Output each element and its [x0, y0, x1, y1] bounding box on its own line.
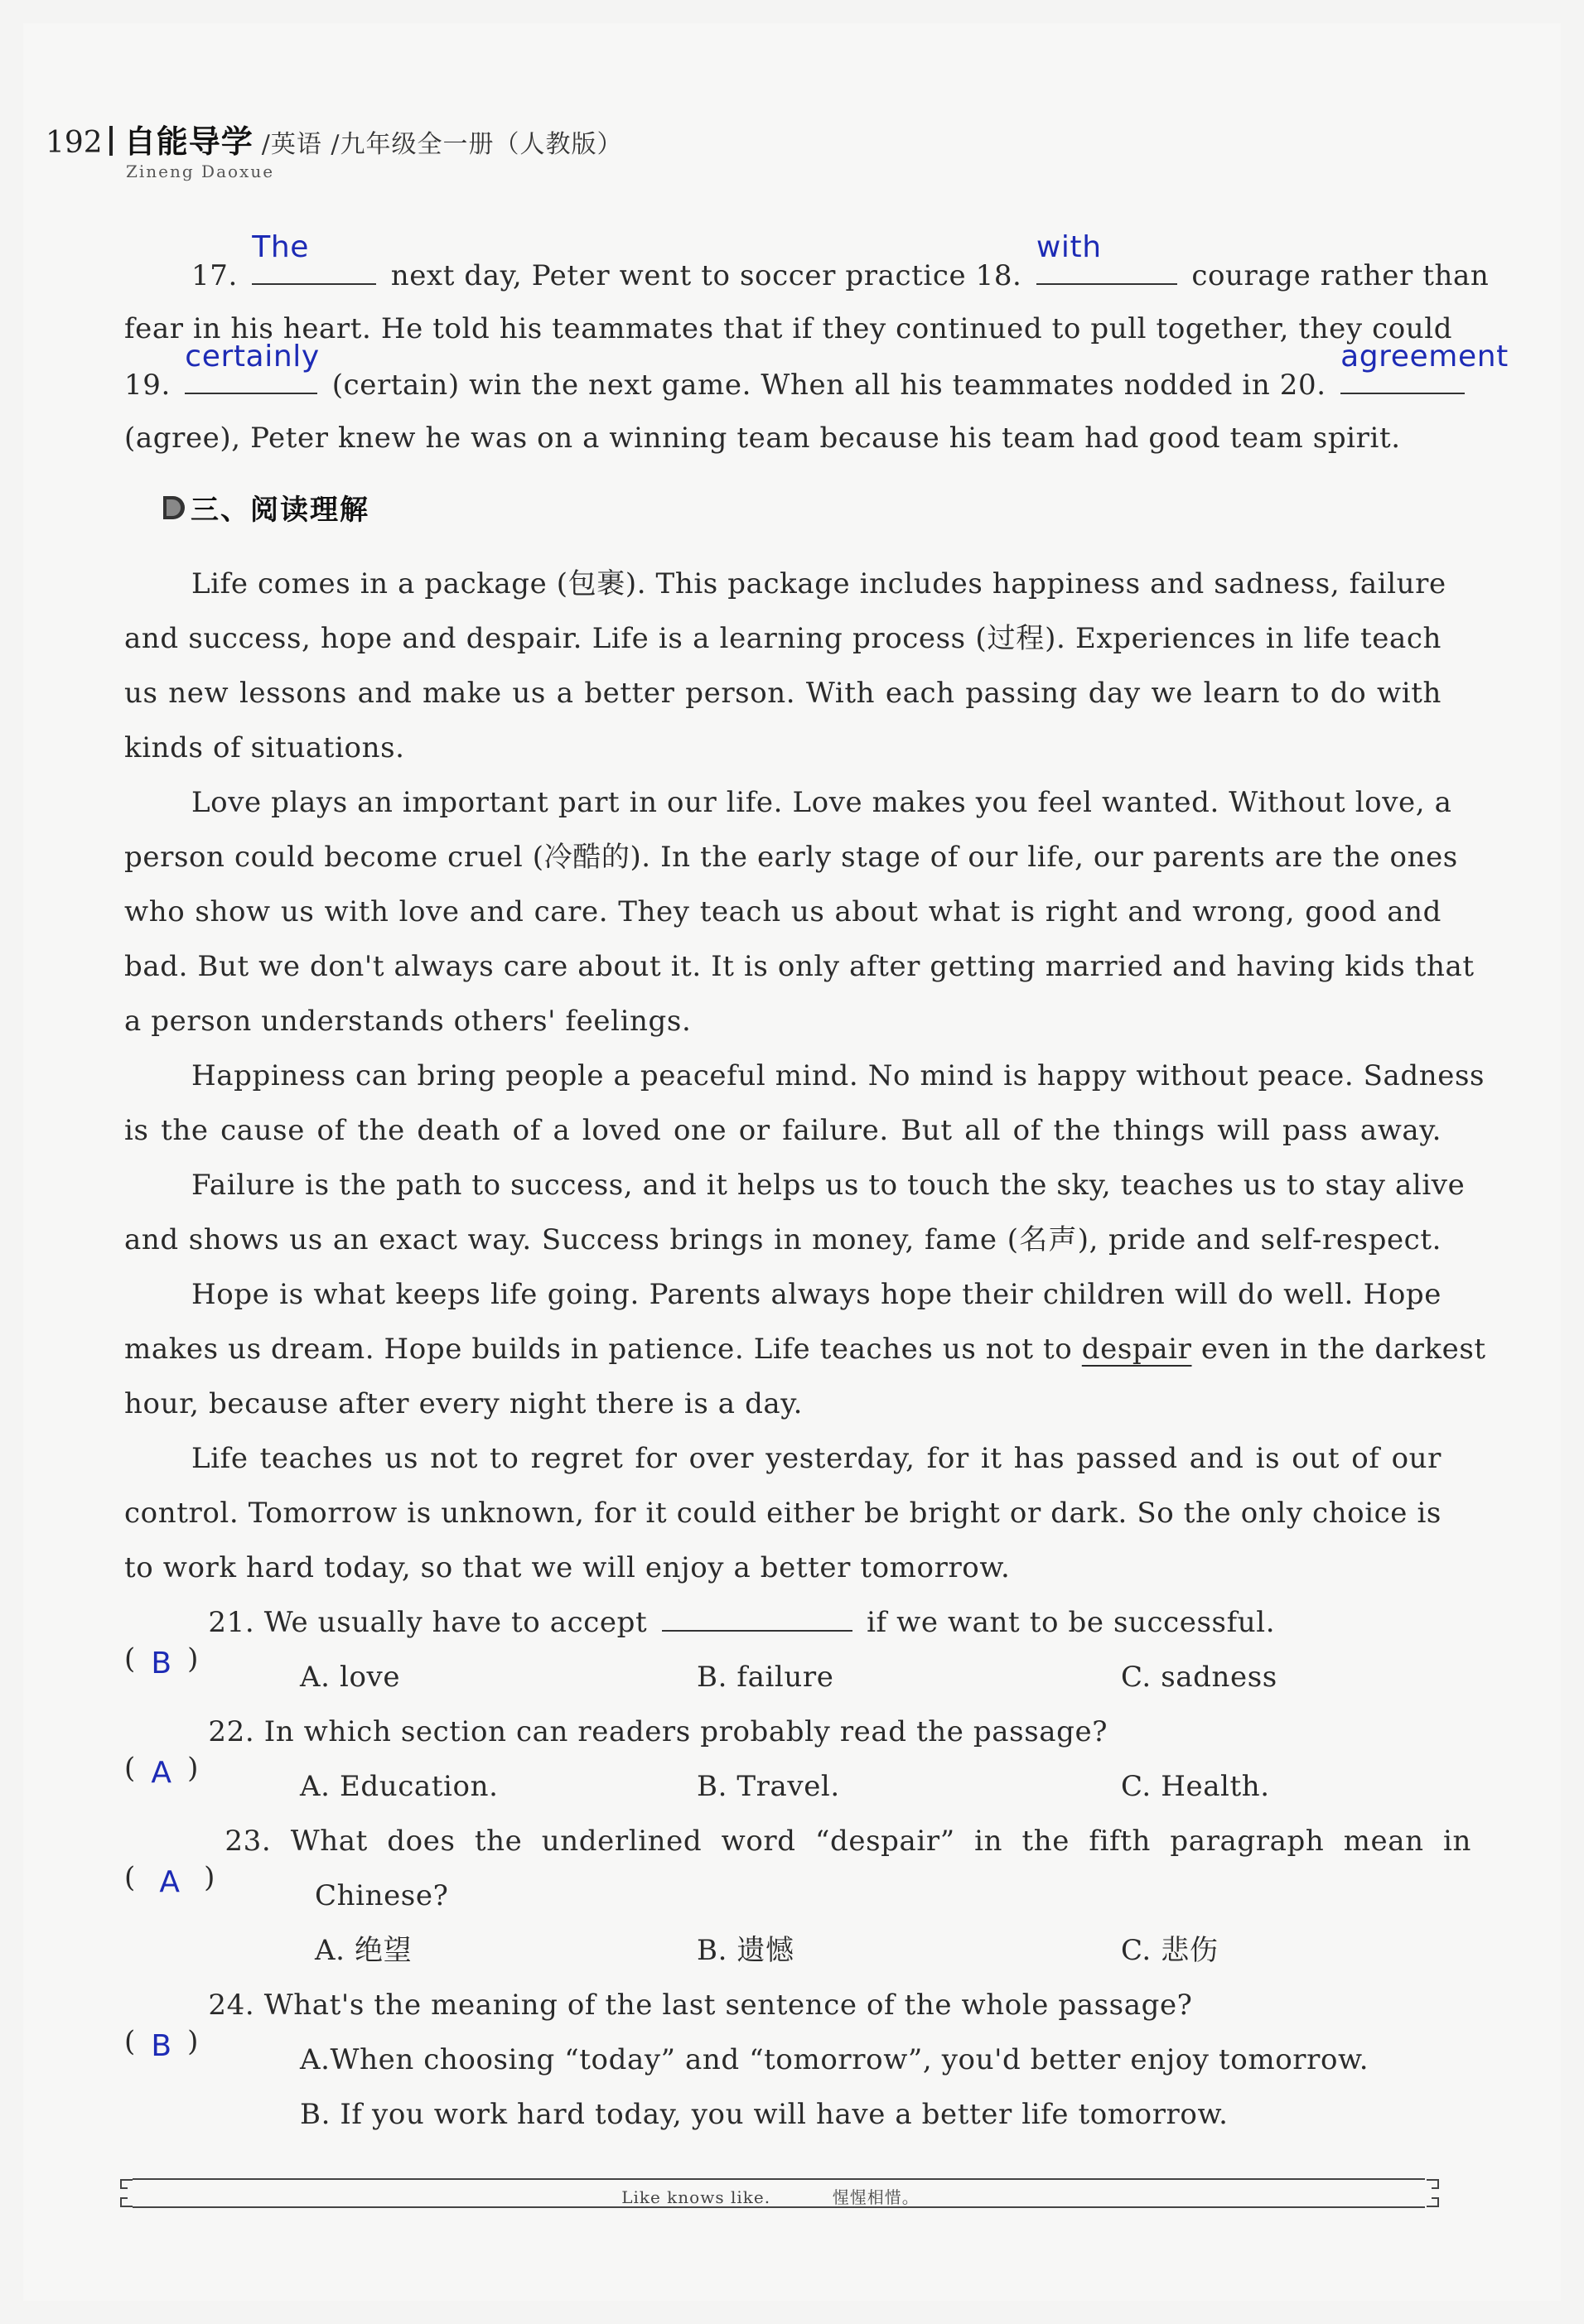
- passage-line: Life teaches us not to regret for over yesterday, for it has passed and is out of our: [191, 1442, 1442, 1475]
- passage-line: and success, hope and despair. Life is a learning process (过程). Experiences in life teach: [124, 622, 1442, 655]
- underlined-word: despair: [1081, 1333, 1192, 1366]
- answer-blank-20: agreement: [1340, 356, 1465, 394]
- passage-line: Hope is what keeps life going. Parents always hope their children will do well. Hope: [191, 1278, 1442, 1311]
- passage-line: who show us with love and care. They teach us about what is right and wrong, good and: [124, 895, 1442, 928]
- option: B. 遗憾: [697, 1934, 794, 1967]
- footer-motto: Like knows like. 惺惺相惜。: [621, 2187, 920, 2207]
- answer-blank-18: with: [1036, 247, 1177, 285]
- passage-line: makes us dream. Hope builds in patience. Life teaches us not to despair even in the darkest: [124, 1333, 1486, 1366]
- question-23-stem-continued: Chinese?: [315, 1879, 449, 1912]
- section-title: 三、阅读理解: [191, 494, 369, 527]
- passage-line: Failure is the path to success, and it helps us to touch the sky, teaches us to stay alive: [191, 1169, 1466, 1202]
- answer-blank-17: The: [252, 247, 376, 285]
- passage-line: and shows us an exact way. Success brings in money, fame (名声), pride and self-respect.: [124, 1223, 1442, 1256]
- passage-line: Happiness can bring people a peaceful mind. No mind is happy without peace. Sadness: [191, 1059, 1485, 1092]
- passage-line: hour, because after every night there is a day.: [124, 1387, 803, 1420]
- option: C. 悲伤: [1121, 1934, 1219, 1967]
- page-header: [46, 116, 623, 166]
- question-23: ( A ) 23. What does the underlined word “despair” in the fifth paragraph mean in: [124, 1825, 1472, 1899]
- option: C. sadness: [1121, 1661, 1277, 1694]
- brand-pinyin: Zineng Daoxue: [126, 162, 275, 181]
- question-24: ( B ) 24. What's the meaning of the last sentence of the whole passage?: [124, 1989, 1193, 2063]
- option: A. 绝望: [315, 1934, 413, 1967]
- passage-line: kinds of situations.: [124, 731, 405, 764]
- passage-line: a person understands others' feelings.: [124, 1005, 692, 1038]
- passage-line: Life comes in a package (包裹). This package includes happiness and sadness, failure: [191, 567, 1446, 600]
- option: A. love: [300, 1661, 401, 1694]
- passage-line: Love plays an important part in our life. Love makes you feel wanted. Without love, a: [191, 786, 1452, 819]
- header-divider: [109, 126, 113, 156]
- cloze-line-1: 17. The next day, Peter went to soccer practice 18. with courage rather than: [191, 230, 1490, 292]
- question-21: ( B ) 21. We usually have to accept if we want to be successful.: [124, 1595, 1275, 1650]
- passage-line: person could become cruel (冷酷的). In the early stage of our life, our parents are the ones: [124, 841, 1458, 874]
- passage-line: control. Tomorrow is unknown, for it could either be bright or dark. So the only choice is: [124, 1497, 1442, 1530]
- answer-blank-19: certainly: [185, 356, 317, 394]
- option: B. failure: [697, 1661, 834, 1694]
- passage-line: bad. But we don't always care about it. It is only after getting married and having kids that: [124, 950, 1475, 983]
- question-22: ( A ) 22. In which section can readers probably read the passage?: [124, 1715, 1108, 1790]
- passage-line: us new lessons and make us a better person. With each passing day we learn to do with: [124, 677, 1442, 710]
- option: B. If you work hard today, you will have a better life tomorrow.: [300, 2098, 1229, 2131]
- brand-logo: 自能导学: [123, 123, 254, 160]
- option: C. Health.: [1121, 1770, 1270, 1803]
- question-blank: [662, 1602, 852, 1632]
- passage-line: to work hard today, so that we will enjoy a better tomorrow.: [124, 1551, 1011, 1584]
- page-number: 192: [46, 126, 103, 160]
- cloze-line-3: 19. certainly (certain) win the next game. When all his teammates nodded in 20. agreement: [124, 340, 1509, 402]
- option: B. Travel.: [697, 1770, 840, 1803]
- option: A.When choosing “today” and “tomorrow”, you'd better enjoy tomorrow.: [300, 2043, 1369, 2076]
- book-subtitle: /英语 /九年级全一册（人教版）: [261, 130, 623, 159]
- cloze-line-4: (agree), Peter knew he was on a winning team because his team had good team spirit.: [124, 422, 1401, 455]
- option: A. Education.: [300, 1770, 499, 1803]
- section-marker-icon: [162, 493, 185, 523]
- cloze-line-2: fear in his heart. He told his teammates that if they continued to pull together, they could: [124, 312, 1453, 345]
- passage-line: is the cause of the death of a loved one or failure. But all of the things will pass away.: [124, 1114, 1442, 1147]
